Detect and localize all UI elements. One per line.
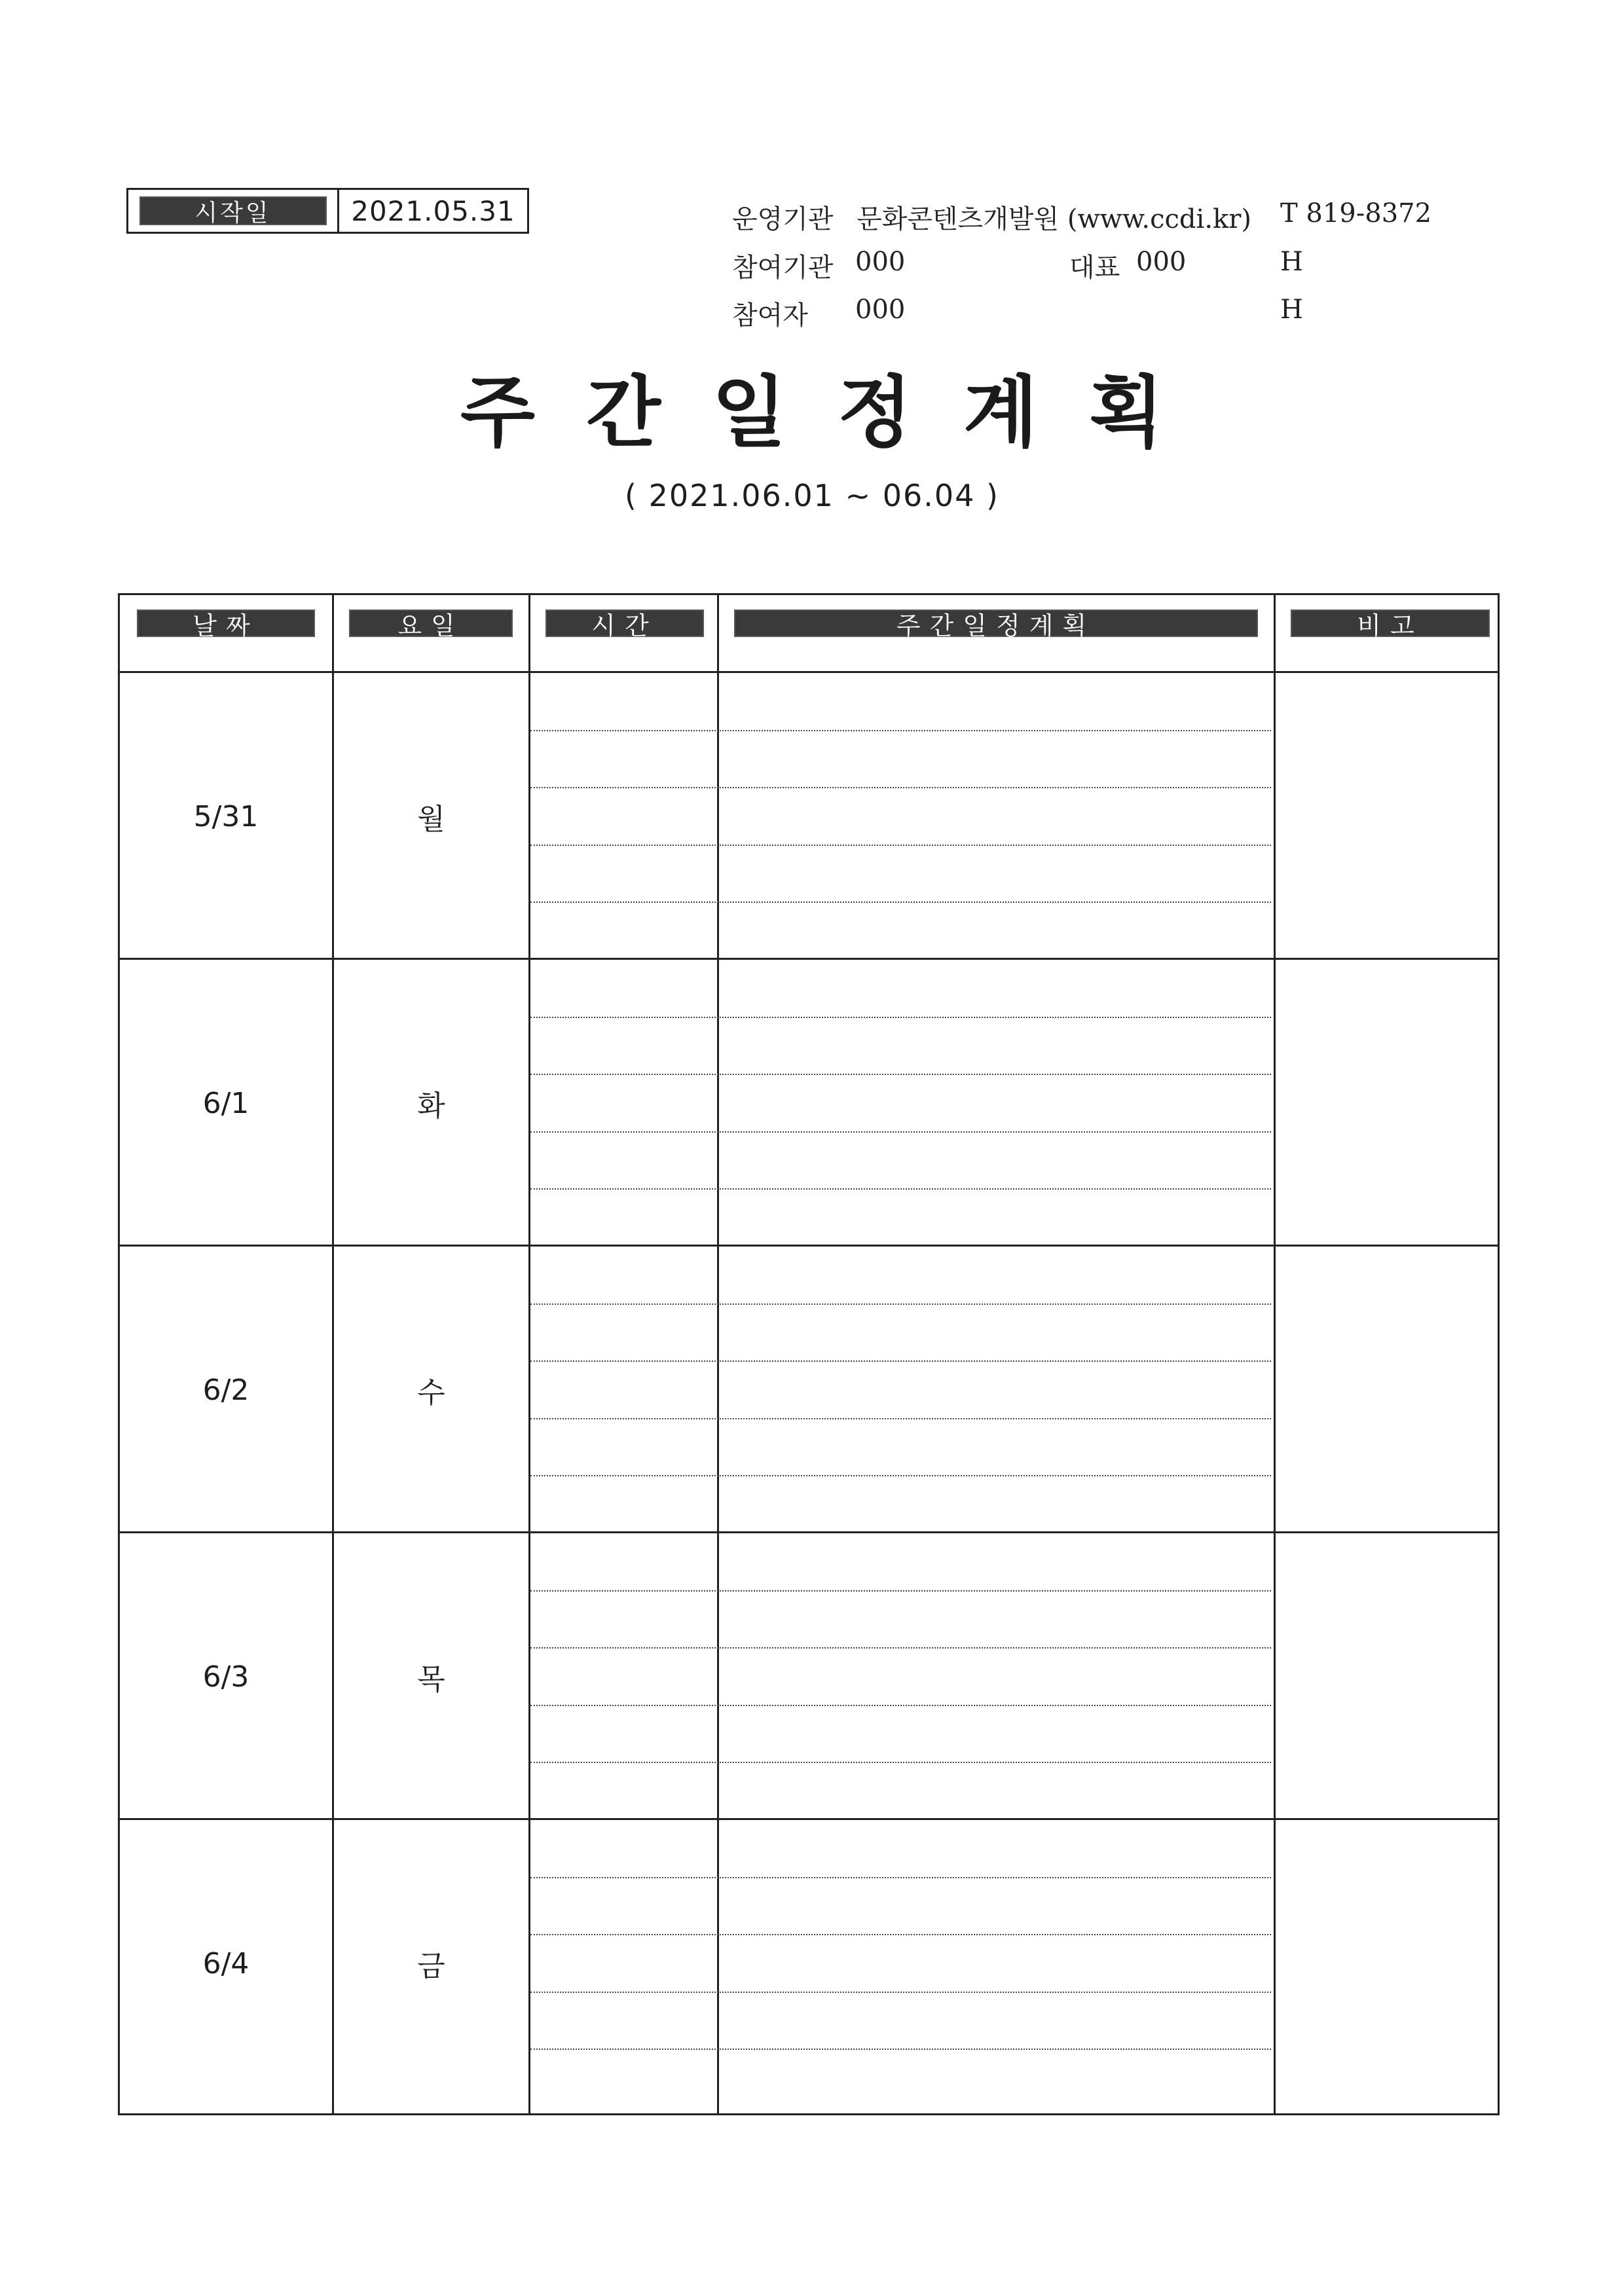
operator-org: 문화콘텐츠개발원 (www.ccdi.kr) [857,204,1252,234]
entry-line [530,845,1271,846]
entry-line [530,1017,1271,1018]
participant-org-value: 000 [855,247,906,277]
entry-line [530,1475,1271,1476]
date-cell: 6/3 [202,1660,249,1694]
representative-label: 대표 [1069,253,1120,283]
operator-label: 운영기관 [732,204,834,234]
participant-value: 000 [855,295,906,325]
column-divider [528,595,530,2113]
date-cell: 6/1 [202,1086,249,1120]
column-divider [1274,595,1276,2113]
operator-tel: T 819-8372 [1280,198,1432,228]
header-day: 요일 [349,610,513,637]
entry-line [530,1647,1271,1649]
entry-line [530,1074,1271,1075]
day-cell: 목 [417,1663,445,1696]
header-plan: 주간일정계획 [734,610,1258,637]
date-cell: 6/4 [202,1946,249,1980]
entry-line [530,1762,1271,1763]
entry-line [530,1360,1271,1362]
start-date-box [126,188,529,234]
entry-line [530,2049,1271,2050]
representative-phone: H [1280,247,1303,277]
date-cell: 5/31 [193,799,259,833]
day-cell: 화 [417,1089,445,1123]
header-note: 비고 [1291,610,1490,637]
schedule-table [118,593,1500,2115]
entry-line [530,1992,1271,1993]
start-date-value: 2021.05.31 [351,194,515,227]
entry-line [530,902,1271,903]
entry-line [530,1303,1271,1305]
participant-org-label: 참여기관 [732,253,834,283]
entry-line [530,1131,1271,1133]
period: ( 2021.06.01 ~ 06.04 ) [625,478,999,513]
participant-phone: H [1280,295,1303,325]
header-time: 시간 [545,610,704,637]
entry-line [530,1590,1271,1592]
entry-line [530,1418,1271,1419]
page-title: 주간일정계획 [460,367,1215,458]
participant-label: 참여자 [732,301,808,331]
header-date: 날짜 [137,610,315,637]
start-date-label-cell [128,190,339,232]
start-date-label: 시작일 [139,196,327,225]
entry-line [530,1705,1271,1706]
column-divider [717,595,719,2113]
day-cell: 금 [417,1950,445,1983]
entry-line [530,730,1271,731]
entry-line [530,1877,1271,1878]
representative-value: 000 [1136,247,1187,277]
date-cell: 6/2 [202,1373,249,1407]
day-cell: 수 [417,1376,445,1410]
entry-line [530,787,1271,788]
day-cell: 월 [417,803,445,836]
entry-line [530,1188,1271,1190]
entry-line [530,1934,1271,1935]
